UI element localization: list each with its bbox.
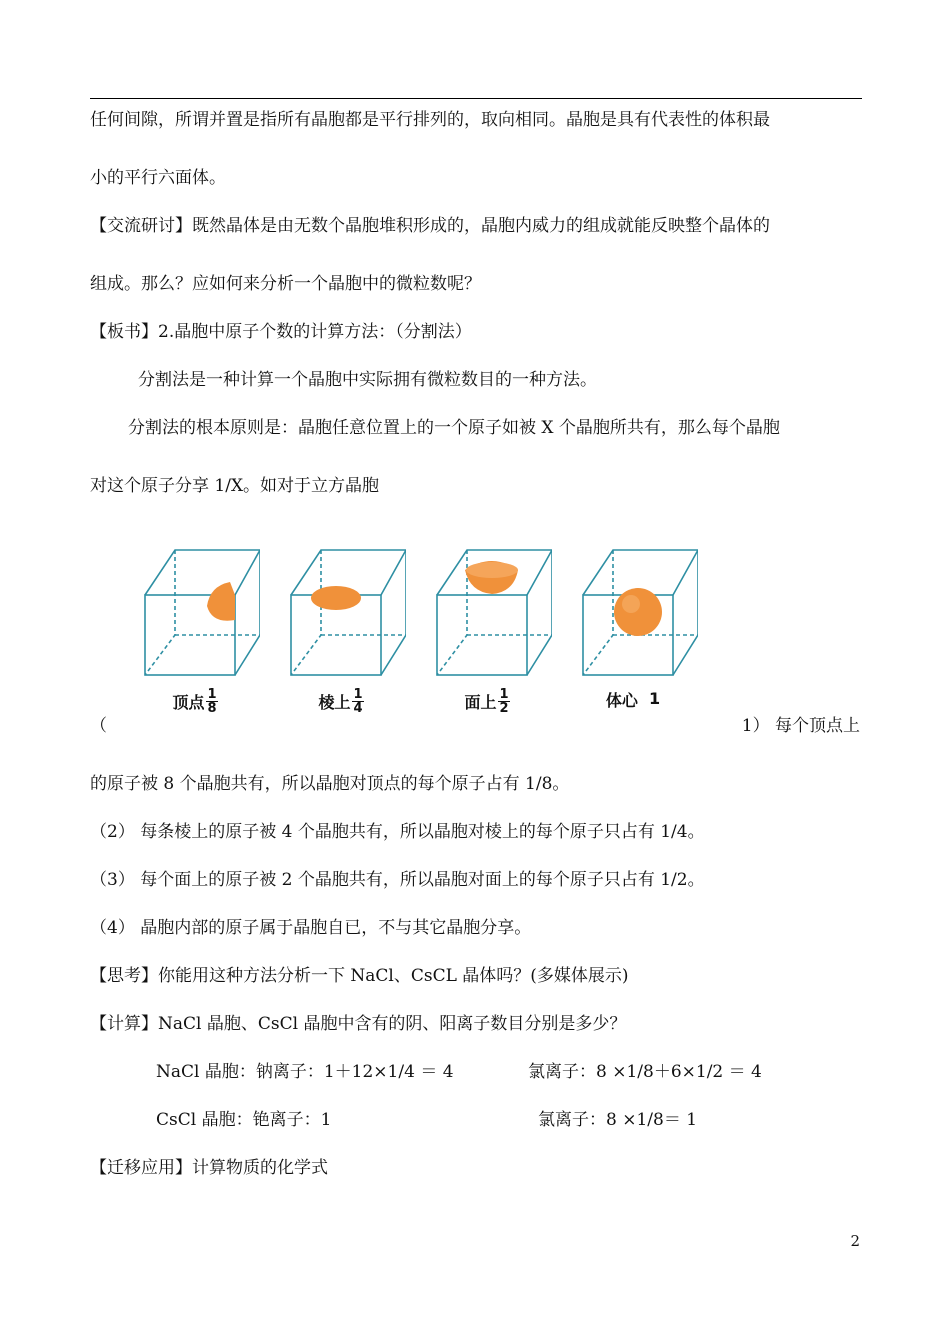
cube-face xyxy=(422,540,552,720)
caption-vertex: 顶点 $\frac{1}{8}$ xyxy=(172,687,217,716)
cube-face-diagram xyxy=(422,540,552,685)
paragraph-line: 【计算】NaCl 晶胞、CsCl 晶胞中含有的阴、阳离子数目分别是多少？ xyxy=(90,1014,627,1034)
unit-cell-figure xyxy=(130,540,710,725)
header-rule xyxy=(90,98,862,99)
paragraph-line: 1） 每个顶点上 xyxy=(741,716,860,736)
paragraph-line: 【交流研讨】既然晶体是由无数个晶胞堆积形成的，晶胞内威力的组成就能反映整个晶体的 xyxy=(90,216,770,236)
caption-edge: 棱上 $\frac{1}{4}$ xyxy=(318,687,363,716)
paragraph-line: （3） 每个面上的原子被 2 个晶胞共有，所以晶胞对面上的每个原子只占有 1/2。 xyxy=(90,870,705,890)
page-number: 2 xyxy=(850,1232,860,1250)
paragraph-line: NaCl 晶胞：钠离子：1＋12×1/4 ＝ 4 xyxy=(156,1062,454,1082)
paragraph-line: 【迁移应用】计算物质的化学式 xyxy=(90,1158,328,1178)
paragraph-line: 【思考】你能用这种方法分析一下 NaCl、CsCL 晶体吗？(多媒体展示) xyxy=(90,966,629,986)
paragraph-line: CsCl 晶胞：铯离子：1 xyxy=(156,1110,332,1130)
paragraph-line: 小的平行六面体。 xyxy=(90,168,226,188)
cube-vertex xyxy=(130,540,260,720)
cube-edge-diagram xyxy=(276,540,406,685)
paragraph-line: 分割法的根本原则是：晶胞任意位置上的一个原子如被 X 个晶胞所共有，那么每个晶胞 xyxy=(128,418,780,438)
paragraph-line: （ xyxy=(90,716,107,736)
paragraph-line: （2） 每条棱上的原子被 4 个晶胞共有，所以晶胞对棱上的每个原子只占有 1/4。 xyxy=(90,822,705,842)
caption-body-center: 体心 1 xyxy=(605,689,661,710)
cube-body-center xyxy=(568,540,698,720)
cube-vertex-diagram xyxy=(130,540,260,685)
paragraph-line: 分割法是一种计算一个晶胞中实际拥有微粒数目的一种方法。 xyxy=(138,370,597,390)
paragraph-line: 氯离子：8 ×1/8＝ 1 xyxy=(538,1110,698,1130)
paragraph-line: （4） 晶胞内部的原子属于晶胞自已，不与其它晶胞分享。 xyxy=(90,918,532,938)
paragraph-line: 组成。那么？应如何来分析一个晶胞中的微粒数呢？ xyxy=(90,274,481,294)
paragraph-line: 的原子被 8 个晶胞共有，所以晶胞对顶点的每个原子占有 1/8。 xyxy=(90,774,570,794)
cube-body-center-diagram xyxy=(568,540,698,685)
paragraph-line: 【板书】2.晶胞中原子个数的计算方法：（分割法） xyxy=(90,322,472,342)
cube-edge xyxy=(276,540,406,720)
paragraph-line: 对这个原子分享 1/X。如对于立方晶胞 xyxy=(90,476,380,496)
caption-face: 面上 $\frac{1}{2}$ xyxy=(464,687,509,716)
paragraph-line: 氯离子：8 ×1/8＋6×1/2 ＝ 4 xyxy=(528,1062,762,1082)
paragraph-line: 任何间隙，所谓并置是指所有晶胞都是平行排列的，取向相同。晶胞是具有代表性的体积最 xyxy=(90,110,770,130)
